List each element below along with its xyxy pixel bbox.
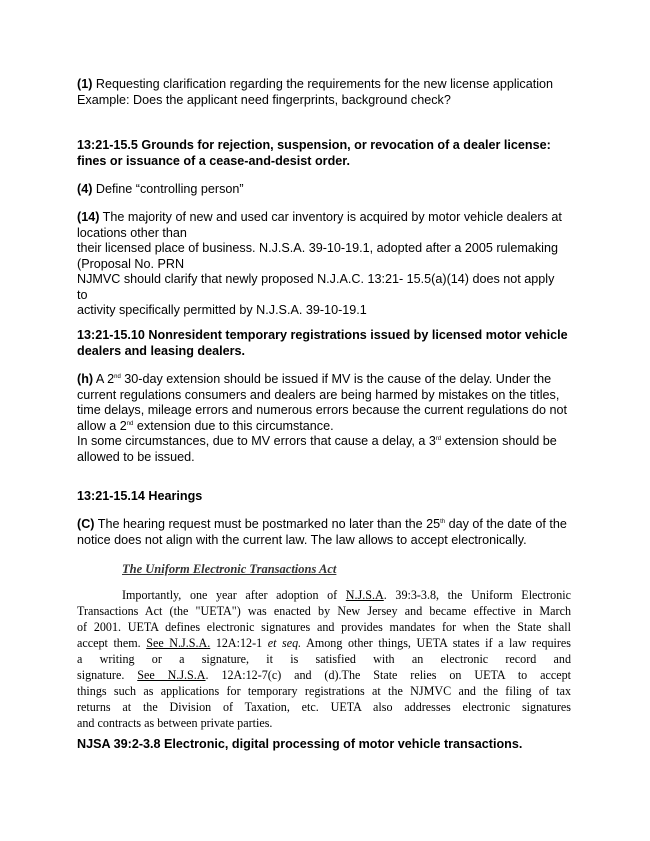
ueta-quote-paragraph (77, 587, 571, 731)
quote-text: Among other things, UETA states if a law requires (301, 636, 572, 650)
paragraph-text: day of the date of the (445, 517, 567, 531)
paragraph-text: The hearing request must be postmarked no later than the 25 (94, 517, 441, 531)
quote-text: 12A:12-1 (210, 636, 268, 650)
statute-citation: See N.J.S.A. (146, 636, 211, 650)
controlling-person-paragraph (77, 182, 582, 198)
heading-line: NJSA 39:2-3.8 Electronic, digital processing of motor vehicle transactions. (77, 737, 523, 751)
item-number: (h) (77, 372, 94, 386)
inventory-paragraph (77, 210, 582, 319)
item-number: (14) (77, 210, 100, 224)
ordinal-suffix: nd (114, 374, 121, 380)
paragraph-text: NJMVC should clarify that newly proposed N.J.A.C. 13:21- 15.5(a)(14) does not apply (77, 272, 555, 286)
quote-text: Importantly, one year after adoption of (122, 588, 346, 602)
item-number: (4) (77, 182, 93, 196)
heading-line: fines or issuance of a cease-and-desist order. (77, 153, 350, 168)
paragraph-text: 30-day extension should be issued if MV is the cause of the delay. Under the (120, 372, 552, 386)
paragraph-text: notice does not align with the current law. The law allows to accept electronically. (77, 532, 527, 547)
hearing-request-paragraph (77, 517, 582, 548)
quote-line: and contracts as between private parties. (77, 716, 273, 730)
ordinal-suffix: rd (435, 436, 442, 442)
clarification-request-paragraph (77, 77, 582, 108)
heading-line: 13:21-15.5 Grounds for rejection, suspension, or revocation of a dealer license: (77, 138, 551, 152)
quote-text: signature. (77, 668, 138, 682)
ueta-heading: The Uniform Electronic Transactions Act (122, 562, 337, 576)
paragraph-text: their licensed place of business. N.J.S.A. 39-10-19.1, adopted after a 2005 rulemaking (77, 241, 558, 255)
statute-citation: N.J.S.A (345, 588, 384, 602)
section-heading-15-14 (77, 489, 582, 505)
section-heading-njsa (77, 737, 582, 753)
ordinal-suffix: th (440, 519, 446, 525)
item-number: (1) (77, 77, 93, 91)
paragraph-text: In some circumstances, due to MV errors that cause a delay, a 3 (77, 434, 436, 448)
quote-line: things such as applications for temporary registrations at the NJMVC and the filing of tax (77, 684, 571, 698)
paragraph-text: (Proposal No. PRN (77, 256, 185, 271)
paragraph-text: allow a 2 (77, 418, 127, 433)
section-heading-15-10 (77, 328, 582, 359)
paragraph-text: to (77, 287, 88, 302)
item-number: (C) (77, 517, 95, 531)
heading-line: dealers and leasing dealers. (77, 343, 245, 358)
paragraph-text: time delays, mileage errors and numerous errors because the current regulations do not (77, 403, 568, 417)
extension-paragraph (77, 372, 582, 465)
paragraph-text: Example: Does the applicant need fingerprints, background check? (77, 92, 451, 107)
paragraph-text: extension due to this circumstance. (133, 418, 334, 433)
paragraph-text: allowed to be issued. (77, 449, 195, 464)
paragraph-text: current regulations consumers and dealers are being harmed by mistakes on the titles, (77, 387, 560, 402)
quote-line: returns at the Division of Taxation, etc. UETA also addresses electronic signatures (77, 700, 571, 714)
statute-citation: See N.J.S.A (137, 668, 206, 682)
paragraph-text: The majority of new and used car inventory is acquired by motor vehicle dealers at (99, 210, 562, 224)
paragraph-text: activity specifically permitted by N.J.S.A. 39-10-19.1 (77, 303, 367, 317)
quote-text: . 39:3-3.8, the Uniform Electronic (383, 588, 571, 602)
heading-line: 13:21-15.14 Hearings (77, 489, 203, 503)
quote-line (77, 635, 571, 651)
paragraph-text: Define “controlling person” (92, 182, 244, 196)
quote-italic: et seq. (267, 636, 302, 650)
quote-line: of 2001. UETA defines electronic signatures and provides mandates for when the State shall (77, 620, 571, 634)
paragraph-text: A 2 (93, 372, 115, 386)
quote-text: . 12A:12-7(c) and (d).The State relies on UETA to accept (205, 668, 571, 682)
quote-line: Transactions Act (the "UETA") was enacted by New Jersey and became effective in March (77, 604, 571, 618)
quote-line (77, 667, 571, 683)
ordinal-suffix: nd (126, 420, 134, 427)
heading-line: 13:21-15.10 Nonresident temporary registrations issued by licensed motor vehicle (77, 328, 568, 342)
quote-line (77, 587, 571, 603)
quote-line: a writing or a signature, it is satisfied with an electronic record and (77, 652, 571, 666)
paragraph-text: locations other than (77, 225, 187, 240)
paragraph-text: Requesting clarification regarding the requirements for the new license application (92, 77, 554, 91)
quote-text: accept them. (77, 636, 147, 650)
section-heading-15-5 (77, 138, 582, 169)
paragraph-text: extension should be (441, 434, 557, 448)
